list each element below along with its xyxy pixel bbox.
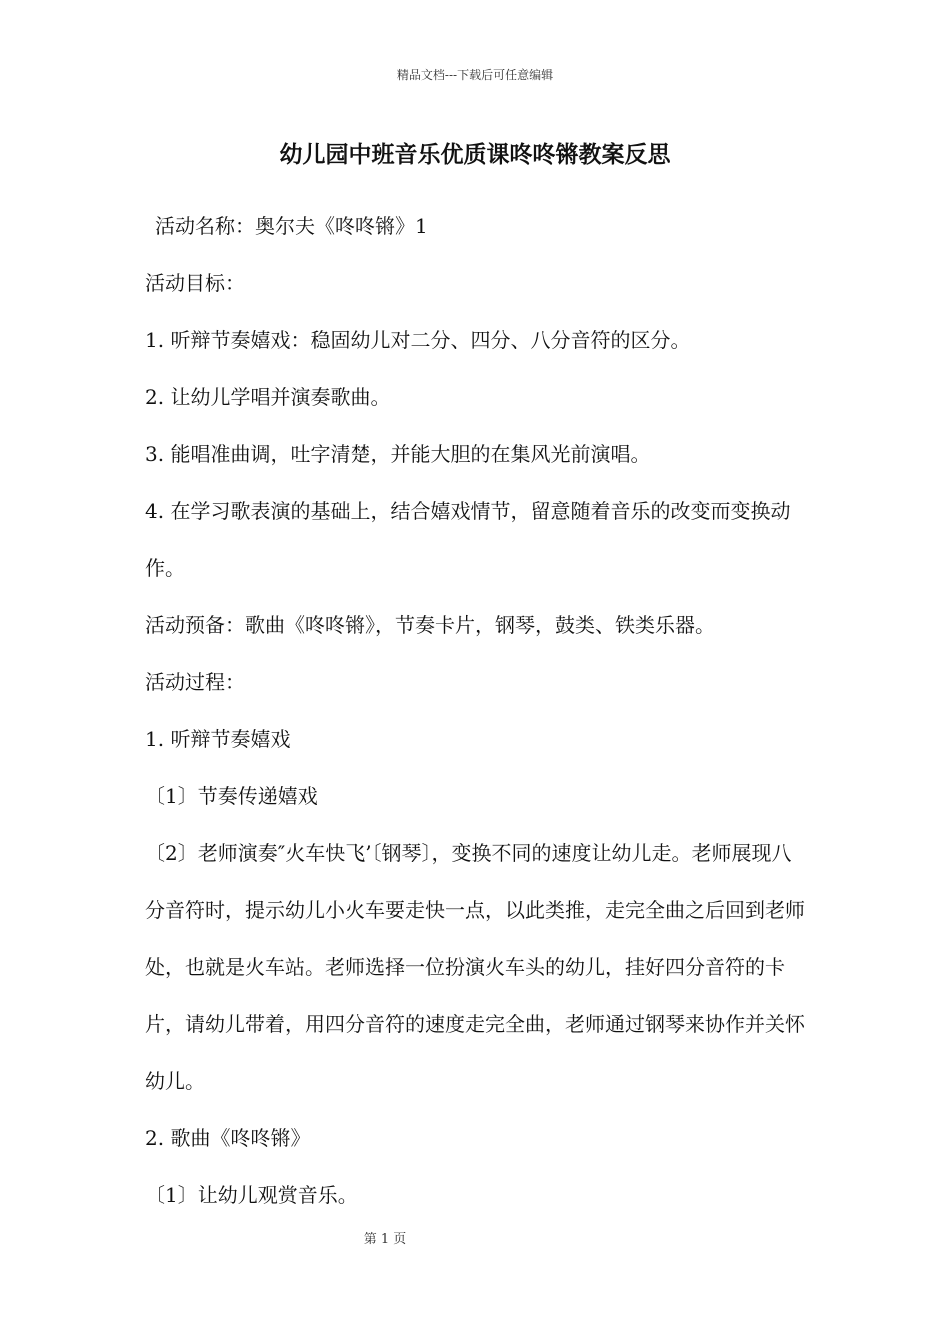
paragraph-activity-process-heading: 活动过程： [145,670,245,694]
paragraph-step-2: 2. 歌曲《咚咚锵》 [145,1126,311,1150]
paragraph-goal-2: 2. 让幼儿学唱并演奏歌曲。 [145,385,391,409]
paragraph-activity-goals-heading: 活动目标： [145,271,245,295]
paragraph-goal-3: 3. 能唱准曲调，吐字清楚，并能大胆的在集风光前演唱。 [145,442,651,466]
document-body [145,198,810,1224]
paragraph-goal-4: 4. 在学习歌表演的基础上，结合嬉戏情节，留意随着音乐的改变而变换动作。 [145,499,791,580]
paragraph-step-1-1: 〔1〕节奏传递嬉戏 [145,784,318,808]
document-title: 幼儿园中班音乐优质课咚咚锵教案反思 [279,141,671,168]
page-number: 第 1 页 [363,1232,407,1247]
paragraph-goal-1: 1. 听辩节奏嬉戏：稳固幼儿对二分、四分、八分音符的区分。 [145,328,691,352]
header-note: 精品文档---下载后可任意编辑 [396,68,554,82]
paragraph-step-2-1: 〔1〕让幼儿观赏音乐。 [145,1183,358,1207]
paragraph-activity-preparation: 活动预备：歌曲《咚咚锵》，节奏卡片，钢琴，鼓类、铁类乐器。 [145,613,715,637]
paragraph-step-1-2: 〔2〕老师演奏″火车快飞’〔钢琴〕，变换不同的速度让幼儿走。老师展现八分音符时，提示幼儿小火车要走快一点，以此类推，走完全曲之后回到老师处，也就是火车站。老师选择一位扮演火车头的幼儿，挂好四分音符的卡片，请幼儿带着，用四分音符的速度走完全曲，老师通过钢琴来协作并关怀幼儿。 [145,841,805,1093]
paragraph-activity-name: 活动名称：奥尔夫《咚咚锵》1 [155,214,428,238]
paragraph-step-1: 1. 听辩节奏嬉戏 [145,727,291,751]
